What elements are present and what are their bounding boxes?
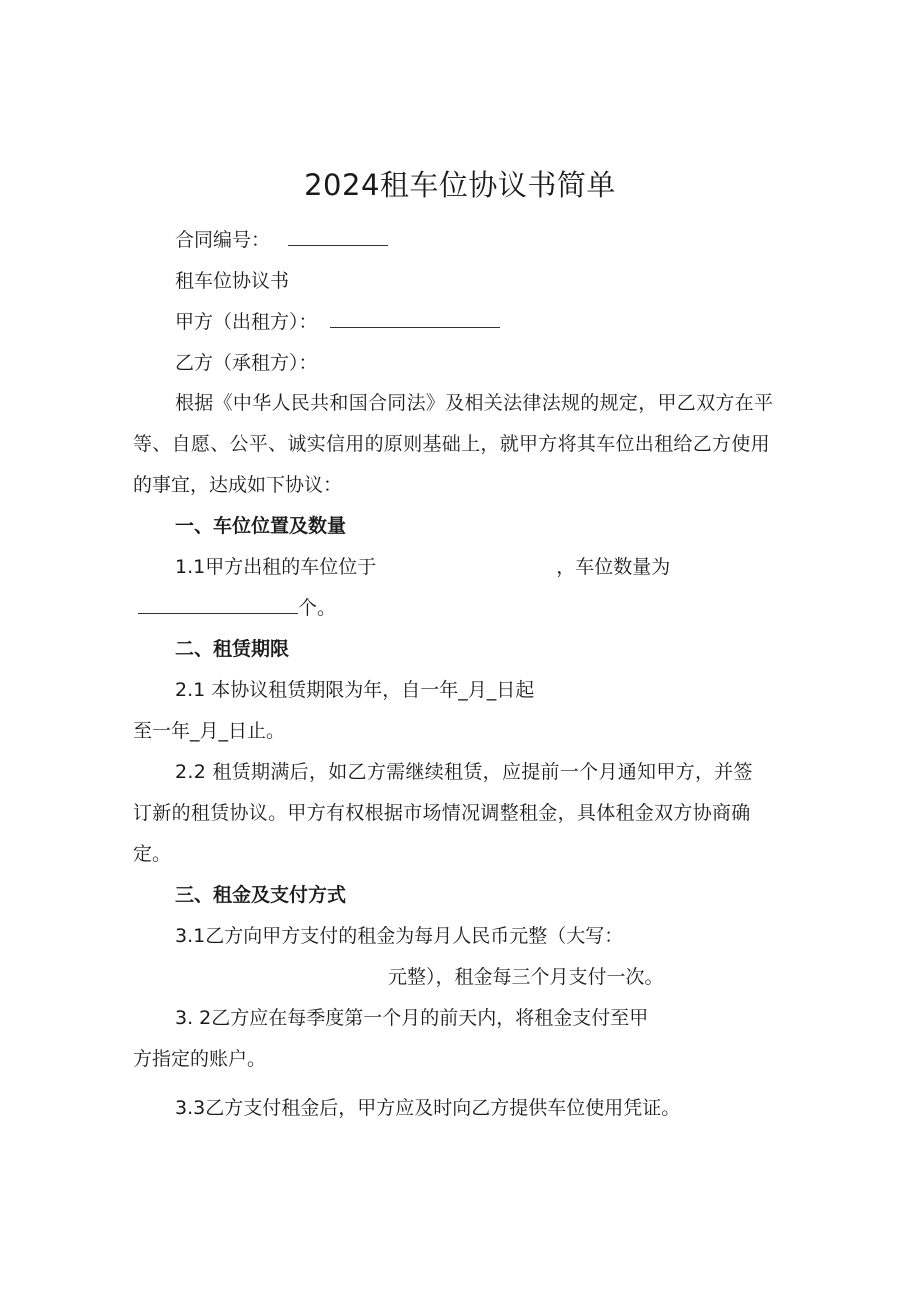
document-title: 2024租车位协议书简单 — [304, 168, 616, 202]
intro-line-1: 根据《中华人民共和国合同法》及相关法律法规的规定，甲乙双方在平 — [175, 392, 774, 414]
party-a-label: 甲方（出租方）： — [175, 311, 318, 333]
contract-number-line — [175, 227, 388, 253]
party-a-blank — [330, 309, 500, 328]
party-a-line — [175, 309, 500, 335]
party-b-label: 乙方（承租方）： — [175, 352, 318, 374]
contract-number-label: 合同编号： — [175, 229, 271, 251]
clause-3-2-line-1: 3. 2乙方应在每季度第一个月的前天内，将租金支付至甲 — [175, 1007, 649, 1029]
clause-1-1-line-2 — [138, 595, 336, 621]
clause-3-2-line-2: 方指定的账户。 — [133, 1048, 267, 1070]
contract-number-blank — [288, 227, 388, 246]
clause-3-3-line: 3.3乙方支付租金后，甲方应及时向乙方提供车位使用凭证。 — [175, 1097, 681, 1119]
clause-2-2-line-2: 订新的租赁协议。甲方有权根据市场情况调整租金，具体租金双方协商确 — [133, 802, 751, 824]
intro-line-2: 等、自愿、公平、诚实信用的原则基础上，就甲方将其车位出租给乙方使用 — [133, 433, 770, 455]
quantity-blank — [138, 595, 298, 614]
section-2-heading: 二、租赁期限 — [175, 638, 290, 660]
clause-2-2-line-3: 定。 — [133, 843, 172, 865]
section-3-heading: 三、租金及支付方式 — [175, 884, 347, 906]
document-name: 租车位协议书 — [175, 270, 290, 292]
clause-3-1-line-1: 3.1乙方向甲方支付的租金为每月人民币元整（大写： — [175, 925, 624, 947]
section-1-heading: 一、车位位置及数量 — [175, 515, 347, 537]
clause-2-1-line-1: 2.1 本协议租赁期限为年，自一年_月_日起 — [175, 679, 535, 701]
clause-2-1-line-2: 至一年_月_日止。 — [133, 720, 286, 742]
clause-1-1-text-a: 1.1甲方出租的车位位于 — [175, 556, 377, 578]
clause-1-1-text-c: 个。 — [298, 597, 337, 619]
clause-1-1-text-b: ，车位数量为 — [556, 556, 671, 578]
clause-1-1-line — [175, 554, 670, 580]
intro-line-3: 的事宜，达成如下协议： — [133, 474, 343, 496]
clause-3-1-line-2: 元整），租金每三个月支付一次。 — [388, 966, 664, 988]
clause-2-2-line-1: 2.2 租赁期满后，如乙方需继续租赁，应提前一个月通知甲方，并签 — [175, 761, 753, 783]
